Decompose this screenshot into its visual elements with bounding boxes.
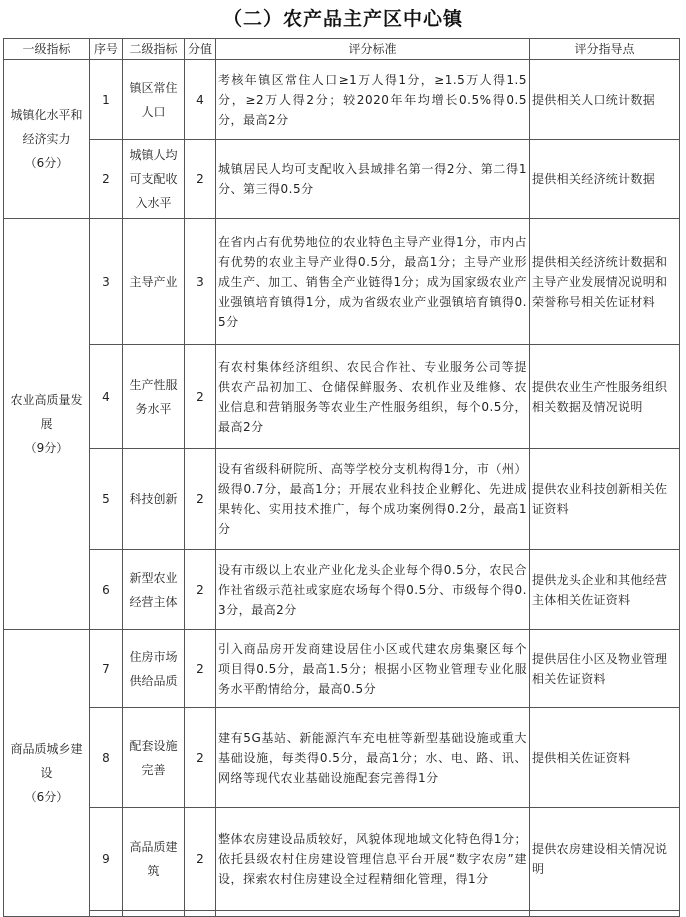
category-name: 商品质城乡建设 [10,742,83,780]
category-name: 农业高质量发展 [10,393,83,431]
row-score: 3 [185,219,216,345]
category-score: （6分） [24,790,69,804]
category-cell [4,219,90,630]
row-score: 2 [185,345,216,449]
guide-text: 提供农业科技创新相关佐证资料 [530,449,680,550]
indicator-name: 高品质建筑 [123,808,185,911]
table-header-row [4,39,680,60]
row-no: 6 [90,550,123,630]
indicator-name: 镇区常住人口 [123,60,185,140]
criteria-text: 整体农房建设品质较好，风貌体现地域文化特色得1分；依托县级农村住房建设管理信息平台开展“数字农房”建设，探索农村住房建设全过程精细化管理，得1分 [216,808,530,911]
indicator-name: 新型农业经营主体 [123,550,185,630]
row-score: 4 [185,60,216,140]
indicator-name: 生产性服务水平 [123,345,185,449]
table-row [4,60,680,140]
indicator-name: 城镇人均可支配收入水平 [123,140,185,219]
row-no: 5 [90,449,123,550]
table-row [4,219,680,345]
guide-text: 提供相关经济统计数据和主导产业发展情况说明和荣誉称号相关佐证材料 [530,219,680,345]
row-score: 2 [185,140,216,219]
criteria-text: 引入商品房开发商建设居住小区或代建农房集聚区每个项目得0.5分，最高1.5分；根据小区物业管理专业化服务水平酌情给分，最高0.5分 [216,630,530,708]
table-row [4,708,680,808]
criteria-text: 在省内占有优势地位的农业特色主导产业得1分，市内占有优势的农业主导产业得0.5分，最高1分；主导产业形成生产、加工、销售全产业链得1分；成为国家级农业产业强镇培育镇得1分，成为省级农业产业强镇培育镇得0.5分 [216,219,530,345]
table-row [4,449,680,550]
category-cell [4,60,90,219]
criteria-text: 考核年镇区常住人口≥1万人得1分，≥1.5万人得1.5分，≥2万人得2分；较2020年年均增长0.5%得0.5分，最高2分 [216,60,530,140]
guide-text: 提供相关佐证资料 [530,708,680,808]
guide-text: 提供龙头企业和其他经营主体相关佐证资料 [530,550,680,630]
category-score: （9分） [24,441,69,455]
row-score: 2 [185,708,216,808]
header-criteria: 评分标准 [216,39,530,60]
empty-cell [123,911,185,917]
guide-text: 提供居住小区及物业管理相关佐证资料 [530,630,680,708]
category-cell [4,630,90,917]
row-no: 8 [90,708,123,808]
criteria-text: 有农村集体经济组织、农民合作社、专业服务公司等提供农产品初加工、仓储保鲜服务、农机作业及维修、农业信息和营销服务等农业生产性服务组织，每个0.5分，最高2分 [216,345,530,449]
row-score: 2 [185,550,216,630]
empty-cell [530,911,680,917]
table-row [4,630,680,708]
table-row [4,550,680,630]
indicator-name: 配套设施完善 [123,708,185,808]
empty-cell [216,911,530,917]
category-name: 城镇化水平和经济实力 [10,108,83,146]
header-level2: 二级指标 [123,39,185,60]
indicator-name: 科技创新 [123,449,185,550]
category-score: （6分） [24,156,69,170]
criteria-text: 建有5G基站、新能源汽车充电桩等新型基础设施或重大基础设施，每类得0.5分，最高1分；水、电、路、讯、网络等现代农业基础设施配套完善得1分 [216,708,530,808]
scoring-table [3,38,680,917]
page-title: （二）农产品主产区中心镇 [222,8,463,30]
row-no: 7 [90,630,123,708]
empty-cell [90,911,123,917]
criteria-text: 城镇居民人均可支配收入县域排名第一得2分、第二得1分、第三得0.5分 [216,140,530,219]
row-score: 2 [185,449,216,550]
empty-cell [185,911,216,917]
header-score: 分值 [185,39,216,60]
row-no: 2 [90,140,123,219]
header-no: 序号 [90,39,123,60]
row-no: 1 [90,60,123,140]
criteria-text: 设有省级科研院所、高等学校分支机构得1分，市（州）级得0.7分，最高1分；开展农业科技企业孵化、先进成果转化、实用技术推广，每个成功案例得0.2分，最高1分 [216,449,530,550]
indicator-name: 住房市场供给品质 [123,630,185,708]
row-no: 9 [90,808,123,911]
table-row [4,808,680,911]
guide-text: 提供相关人口统计数据 [530,60,680,140]
guide-text: 提供农业生产性服务组织相关数据及情况说明 [530,345,680,449]
row-no: 4 [90,345,123,449]
row-score: 2 [185,630,216,708]
guide-text: 提供农房建设相关情况说明 [530,808,680,911]
row-score: 2 [185,808,216,911]
header-guide: 评分指导点 [530,39,680,60]
table-row [4,345,680,449]
guide-text: 提供相关经济统计数据 [530,140,680,219]
indicator-name: 主导产业 [123,219,185,345]
table-row-partial [4,911,680,917]
header-level1: 一级指标 [4,39,90,60]
criteria-text: 设有市级以上农业产业化龙头企业每个得0.5分，农民合作社省级示范社或家庭农场每个得0.5分、市级每个得0.3分，最高2分 [216,550,530,630]
table-row [4,140,680,219]
row-no: 3 [90,219,123,345]
